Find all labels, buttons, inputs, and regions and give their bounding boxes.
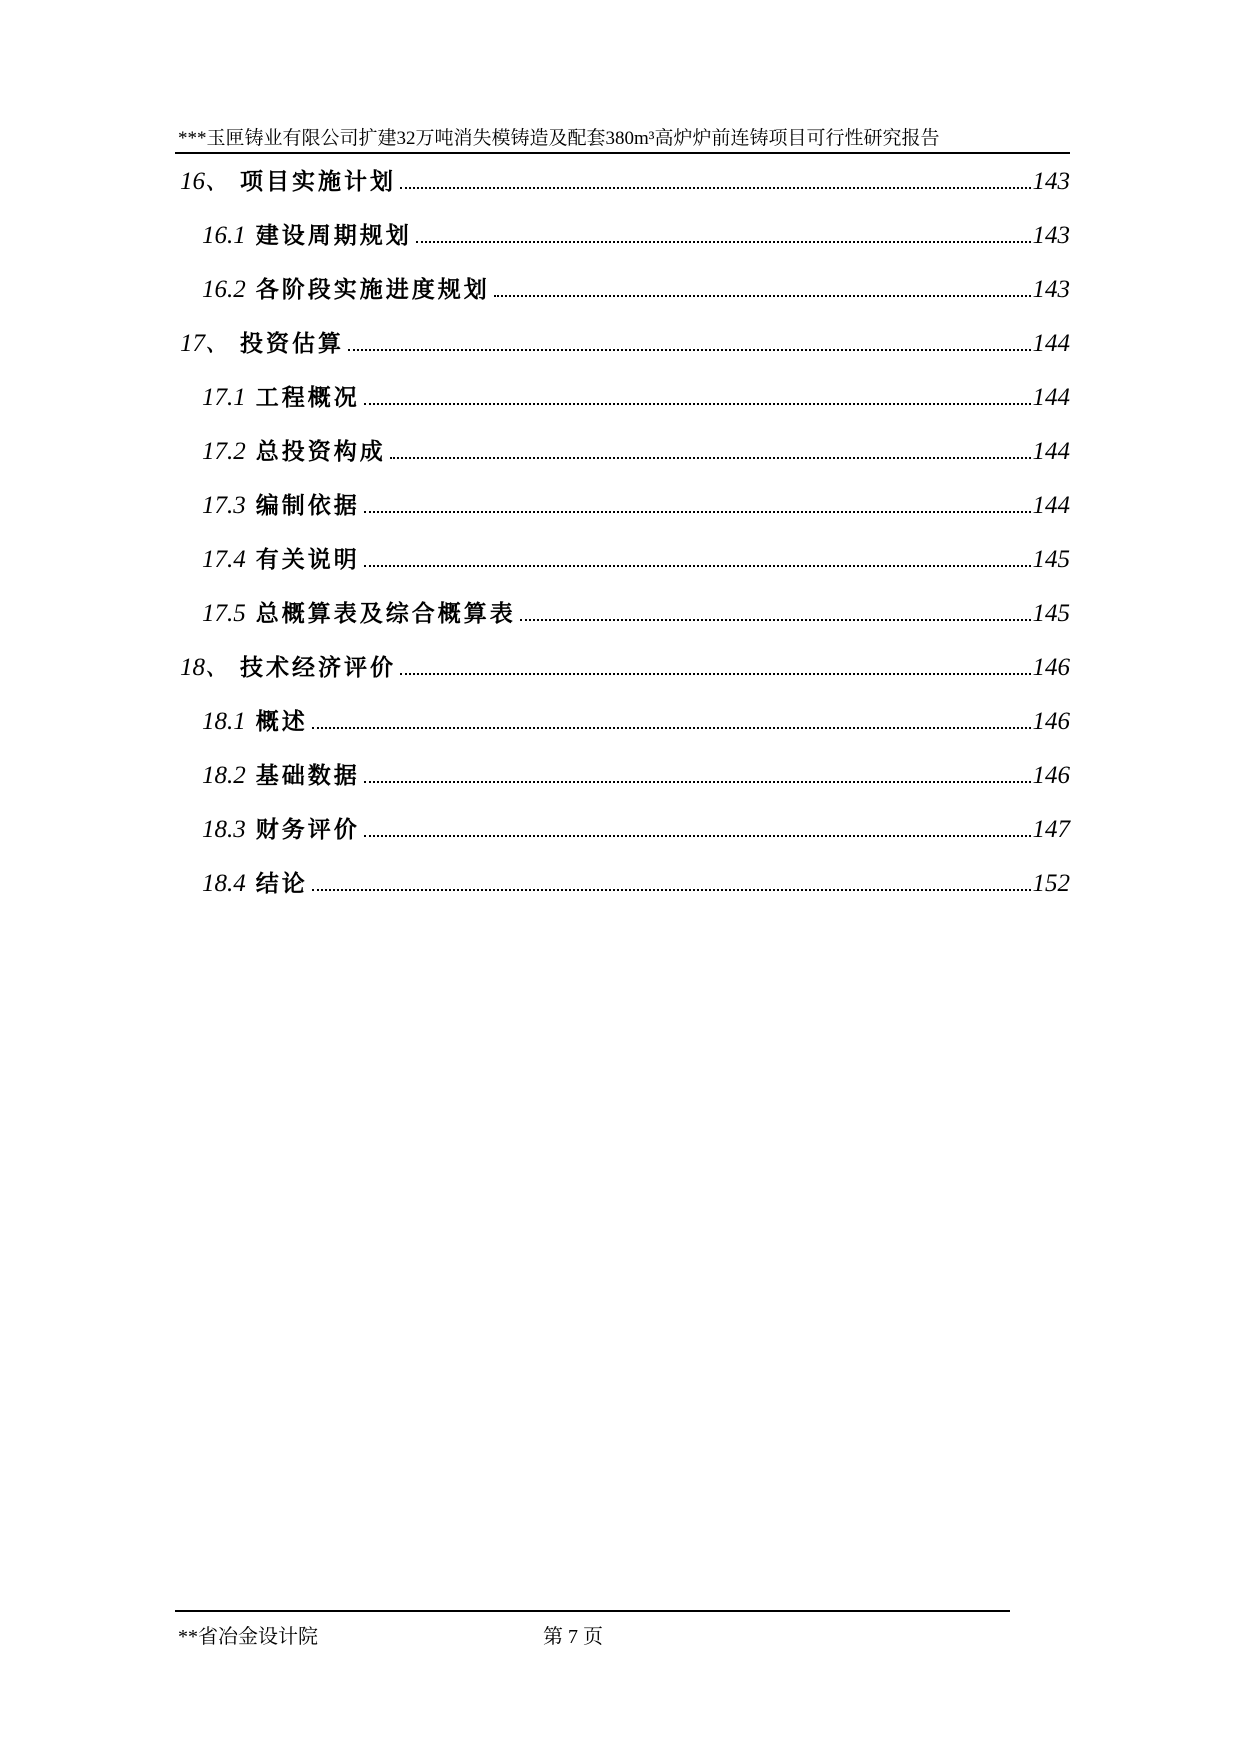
toc-entry-number: 16、 [180,168,231,195]
toc-entry-page: 144 [1032,330,1070,357]
toc-dot-leader [364,402,1031,405]
toc-entry-number: 18.2 [202,762,246,789]
toc-entry-page: 145 [1032,600,1070,627]
toc-entry-title: 项目实施计划 [240,169,397,195]
toc-entry-17-1[interactable] [202,381,1070,415]
toc-entry-title: 建设周期规划 [255,223,412,249]
toc-dot-leader [400,672,1030,675]
toc-dot-leader [364,564,1031,567]
toc-entry-number: 17.2 [202,438,246,465]
toc-dot-leader [520,618,1031,621]
toc-entry-title: 编制依据 [255,493,360,519]
toc-entry-page: 145 [1032,546,1070,573]
toc-entry-title: 技术经济评价 [240,655,397,681]
toc-entry-title: 财务评价 [255,817,360,843]
toc-entry-number: 17.1 [202,384,246,411]
toc-entry-17-2[interactable] [202,435,1070,469]
toc-entry-page: 144 [1032,384,1070,411]
toc-entry-page: 144 [1032,438,1070,465]
toc-entry-page: 143 [1032,168,1070,195]
footer-divider [175,1610,1010,1612]
toc-entry-title: 各阶段实施进度规划 [255,277,490,303]
toc-entry-18-4[interactable] [202,867,1070,901]
toc-entry-18-3[interactable] [202,813,1070,847]
toc-entry-number: 17.5 [202,600,246,627]
toc-dot-leader [400,186,1030,189]
toc-entry-title: 结论 [255,871,308,897]
toc-dot-leader [364,510,1031,513]
toc-entry-page: 146 [1032,708,1070,735]
toc-entry-number: 18、 [180,654,231,681]
toc-dot-leader [416,240,1031,243]
footer-organization: **省冶金设计院 [178,1626,318,1648]
toc-entry-number: 18.1 [202,708,246,735]
toc-entry-18-1[interactable] [202,705,1070,739]
toc-dot-leader [312,726,1031,729]
toc-entry-number: 18.4 [202,870,246,897]
toc-entry-page: 147 [1032,816,1070,843]
toc-entry-title: 工程概况 [255,385,360,411]
toc-entry-16-2[interactable] [202,273,1070,307]
toc-entry-16-1[interactable] [202,219,1070,253]
toc-dot-leader [494,294,1031,297]
toc-entry-16[interactable] [180,165,1070,199]
toc-entry-17-5[interactable] [202,597,1070,631]
toc-entry-title: 基础数据 [255,763,360,789]
toc-entry-title: 总概算表及综合概算表 [255,601,516,627]
toc-entry-number: 17、 [180,330,231,357]
toc-entry-18[interactable] [180,651,1070,685]
page-header-title: ***玉匣铸业有限公司扩建32万吨消失模铸造及配套380m³高炉炉前连铸项目可行性研究报告 [178,128,940,149]
toc-entry-page: 146 [1032,654,1070,681]
toc-entry-number: 17.4 [202,546,246,573]
toc-entry-number: 16.1 [202,222,246,249]
toc-entry-title: 总投资构成 [255,439,386,465]
toc-entry-17-4[interactable] [202,543,1070,577]
toc-entry-page: 143 [1032,222,1070,249]
toc-entry-page: 146 [1032,762,1070,789]
toc-entry-number: 18.3 [202,816,246,843]
header-divider [175,152,1070,154]
toc-dot-leader [348,348,1030,351]
toc-entry-title: 概述 [255,709,308,735]
toc-dot-leader [364,834,1031,837]
toc-entry-title: 有关说明 [255,547,360,573]
toc-entry-number: 16.2 [202,276,246,303]
toc-entry-page: 144 [1032,492,1070,519]
toc-entry-18-2[interactable] [202,759,1070,793]
toc-dot-leader [364,780,1031,783]
toc-entry-17-3[interactable] [202,489,1070,523]
toc-entry-page: 143 [1032,276,1070,303]
toc-entry-page: 152 [1032,870,1070,897]
footer-page-number: 第 7 页 [543,1626,603,1648]
toc-dot-leader [312,888,1031,891]
toc-entry-number: 17.3 [202,492,246,519]
toc-entry-17[interactable] [180,327,1070,361]
toc-entry-title: 投资估算 [240,331,345,357]
toc-dot-leader [390,456,1031,459]
